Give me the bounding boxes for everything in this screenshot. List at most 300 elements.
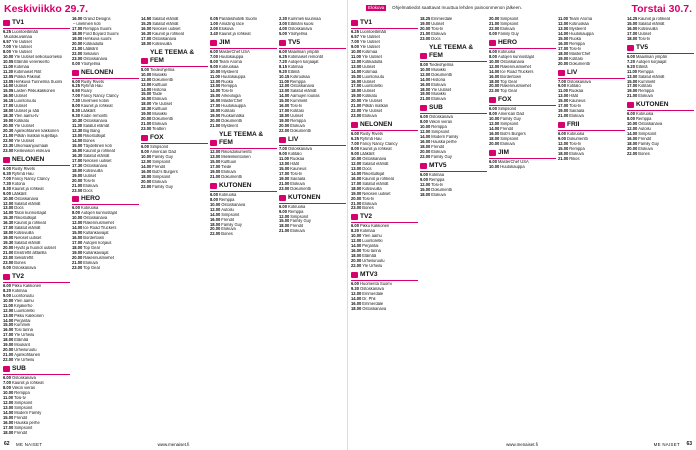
program-title: Huutokauppa [221, 74, 246, 79]
program-title: Tosi-tv [14, 395, 26, 400]
program-time: 6.00 [3, 166, 11, 171]
program-title: Dr. Phil [362, 296, 376, 301]
channel-header [489, 96, 556, 106]
program-time: 22.00 [420, 155, 431, 160]
program-time: 18.00 [279, 114, 290, 119]
program-time: 10.00 [3, 390, 14, 395]
program-title: Ajankohtainen kakkonen [14, 129, 59, 134]
channel-logo-icon [489, 97, 496, 103]
program-listing [558, 62, 625, 67]
program-time: 18.00 [558, 151, 569, 156]
day-title: Keskiviikko 29.7. [4, 3, 89, 15]
program-time: 6.00 [3, 283, 11, 288]
program-time: 6.25 [72, 84, 80, 89]
program-time: 21.00 [627, 94, 638, 99]
program-title: Uutiset [431, 21, 444, 26]
program-time: 10.00 [141, 155, 152, 160]
program-title: Luontoretki [362, 84, 383, 89]
program-time: 16.00 [627, 137, 638, 142]
program-title: Dokumentti [431, 72, 452, 77]
left-header [0, 3, 347, 15]
program-title: Elokuva [152, 179, 167, 184]
program-title: Ruokaa [290, 156, 305, 161]
program-time: 6.00 [558, 132, 566, 137]
program-time: 16.30 [141, 31, 152, 36]
program-title: Bordertown [83, 236, 105, 241]
channel-header [3, 365, 70, 375]
program-title: Tosi-tv [569, 142, 582, 147]
program-time: 5.00 [279, 31, 287, 36]
program-time: 13.00 [558, 94, 569, 99]
program-time: 22.00 [141, 184, 152, 189]
program-title: Simpsonit [14, 425, 33, 430]
program-title: Arkeologia [221, 94, 241, 99]
program-title: Modern Family [14, 410, 42, 415]
program-time: 17.00 [72, 158, 83, 163]
program-title: Simpsonit [14, 405, 33, 410]
program-title: Yle Uutiset [359, 34, 380, 39]
channel-logo-icon [489, 150, 496, 156]
program-time: 17.00 [72, 26, 83, 31]
program-title: Kotikadulla [362, 59, 383, 64]
magazine-name: ME NAISET [16, 442, 43, 447]
program-time: 12.00 [141, 159, 152, 164]
program-title: Talon kunnostajat [14, 211, 47, 216]
program-time: 7.00 [3, 176, 11, 181]
program-time: 14.00 [72, 138, 83, 143]
channel-logo-icon [351, 214, 358, 220]
program-time: 16.30 [3, 221, 14, 226]
program-listing [279, 129, 346, 134]
program-time: 14.00 [351, 244, 362, 249]
program-title: Kauniit ja rohkeat [80, 104, 113, 109]
program-time: 14.00 [279, 94, 290, 99]
channel-name: KUTONEN [288, 193, 321, 201]
program-title: Tosi-tv [569, 104, 582, 109]
channel-header [351, 121, 418, 131]
program-time: 20.00 [72, 178, 83, 183]
channel-logo-icon [627, 102, 634, 108]
program-title: Historia [152, 87, 167, 92]
program-time: 16.00 [420, 140, 431, 145]
program-title: MasterChef [569, 51, 591, 56]
program-title: MasterChef USA [218, 49, 250, 54]
program-title: Ruokamatka [221, 114, 245, 119]
channel-header [351, 19, 418, 29]
program-title: Neloset uutiset [14, 236, 42, 241]
program-time: 18.00 [72, 246, 83, 251]
legend-tag: Elokuva [368, 5, 385, 10]
program-time: 18.00 [3, 231, 14, 236]
program-time: 9.00 [279, 209, 287, 214]
program-title: Remppa [287, 209, 304, 214]
program-title: Salatut elämät [290, 89, 317, 94]
program-time: 3.00 [279, 21, 287, 26]
program-title: Häät [290, 161, 299, 166]
program-title: Elokuva [362, 201, 377, 206]
page-number: 62 [4, 441, 10, 447]
program-time: 20.00 [210, 227, 221, 232]
program-time: 11.00 [210, 74, 221, 79]
program-title: Bones [638, 151, 650, 156]
page-number: 63 [686, 441, 692, 447]
program-title: Dokumentti [566, 137, 588, 142]
program-title: Yle Uutiset [431, 87, 452, 92]
program-title: Ryhmä Hau [11, 171, 34, 176]
program-title: Fancy Nancy Clancy [359, 142, 398, 147]
program-title: Kotisivuilla [362, 186, 382, 191]
program-title: Uutiset [14, 104, 27, 109]
program-time: 16.00 [558, 41, 569, 46]
left-footer [0, 439, 347, 447]
program-title: Elokuva [569, 114, 584, 119]
program-time: 10.00 [3, 196, 14, 201]
channel-logo-icon [141, 58, 148, 64]
program-listing [3, 266, 70, 271]
program-title: Big Bang [83, 129, 100, 134]
program-title: Elokuva [290, 124, 305, 129]
program-time: 23.00 [420, 36, 431, 41]
program-time: 13.00 [72, 134, 83, 139]
program-title: Kauniit ja rohkeat [362, 176, 394, 181]
program-title: Uutiset [362, 89, 375, 94]
program-title: Kummelit [638, 79, 656, 84]
program-time: 16.00 [3, 328, 14, 333]
program-title: Tiedeohjelma [428, 62, 454, 67]
program-time: 19.00 [558, 56, 569, 61]
program-title: Salatut elämät [14, 226, 41, 231]
program-title: Tosi-tv [431, 26, 444, 31]
program-title: Pikku Kakkonen [359, 224, 390, 229]
program-title: Salatut elämät [638, 21, 665, 26]
program-time: 14.00 [3, 318, 14, 323]
program-title: Tosi tarina [362, 249, 381, 254]
program-title: Frendit [14, 415, 27, 420]
program-title: Ostoskanava [359, 286, 384, 291]
program-title: Simpsonit [14, 400, 33, 405]
program-time: 18.00 [351, 89, 362, 94]
program-title: Kotitalo [569, 56, 583, 61]
program-title: Elokuva [362, 114, 377, 119]
program-title: Mysteerit [221, 69, 238, 74]
channel-header [420, 162, 487, 172]
program-title: Yle Uutiset [362, 99, 383, 104]
program-title: MasterChef USA [497, 160, 529, 165]
program-time: 18.00 [279, 224, 290, 229]
program-listing [72, 189, 139, 194]
program-title: Ryhmä Hau [359, 137, 382, 142]
program-title: Elämäni kuosi [287, 21, 314, 26]
program-title: Top Gear [500, 89, 518, 94]
program-time: 16.30 [72, 153, 83, 158]
program-time: 15.00 [210, 94, 221, 99]
program-time: 16.00 [420, 82, 431, 87]
program-listing [489, 142, 556, 147]
program-title: Yle Uutiset [14, 138, 35, 143]
program-title: Tosi-tv [569, 46, 582, 51]
program-time: 6.00 [420, 115, 428, 120]
program-title: Simpsonit [290, 214, 309, 219]
program-title: Elokuva [83, 183, 98, 188]
program-title: Ostoskanava [83, 56, 108, 61]
program-title: Rusty Rivets [80, 79, 104, 84]
program-title: Rikostutkijat [83, 134, 106, 139]
program-title: Lääkärit [11, 191, 27, 196]
program-time: 15.05 [3, 89, 14, 94]
channel-logo-icon [420, 105, 427, 111]
program-time: 19.00 [279, 176, 290, 181]
program-time: 15.00 [279, 219, 290, 224]
program-time: 8.20 [351, 229, 359, 234]
program-title: Kauneus [569, 99, 586, 104]
channel-logo-icon [3, 274, 10, 280]
program-time: 18.00 [141, 41, 152, 46]
program-title: Amazing race [218, 21, 244, 26]
program-time: 22.00 [627, 151, 638, 156]
schedule-column [141, 17, 208, 435]
program-time: 10.00 [3, 54, 14, 59]
program-title: Dokumentti [152, 77, 173, 82]
program-time: 21.00 [420, 31, 431, 36]
program-time: 19.00 [72, 36, 83, 41]
program-time: 17.00 [558, 46, 569, 51]
program-title: Aamujen lounas [290, 94, 320, 99]
right-header [348, 3, 696, 15]
program-time: 18.00 [420, 145, 431, 150]
program-time: 7.00 [351, 142, 359, 147]
program-title: Docs [83, 188, 93, 193]
program-time: 21.00 [72, 46, 83, 51]
program-time: 8.00 [3, 49, 11, 54]
program-title: Emmerdale [362, 301, 384, 306]
channel-header [210, 131, 277, 149]
program-title: Rakennusmiehet [500, 84, 531, 89]
program-time: 17.00 [351, 84, 362, 89]
channel-name: TV1 [12, 19, 25, 26]
program-time: 21.00 [351, 104, 362, 109]
program-title: Kotiruokaa [218, 64, 239, 69]
program-time: 7.00 [3, 381, 11, 386]
program-title: Kotikatu [14, 119, 30, 124]
program-title: Elokuva [431, 82, 446, 87]
channel-name: NELONEN [81, 68, 114, 76]
schedule-column [351, 17, 418, 435]
channel-name: HERO [81, 195, 101, 203]
program-title: Elämää [362, 254, 377, 259]
schedule-column [279, 17, 346, 435]
program-time: 22.00 [72, 51, 83, 56]
program-title: Bob's Burgers [152, 169, 178, 174]
program-time: 20.00 [141, 117, 152, 122]
program-title: Autoilu [221, 207, 234, 212]
program-title: Tiede [221, 164, 232, 169]
program-title: Kotimaa [362, 69, 378, 74]
program-time: 9.00 [558, 137, 566, 142]
program-title: Mielenkiintoinen [221, 155, 251, 160]
program-listing [558, 114, 625, 119]
program-time: 10.00 [210, 69, 221, 74]
program-title: Luontoruutu [11, 293, 34, 298]
program-title: Rikosdokumentti [221, 150, 252, 155]
program-title: Ostoskanava [221, 202, 246, 207]
program-listing [489, 32, 556, 37]
channel-logo-icon [351, 20, 358, 26]
program-time: 8.00 [72, 104, 80, 109]
channel-logo-icon [351, 272, 358, 278]
program-title: Kummeli [14, 323, 31, 328]
program-title: Musiikki [152, 112, 167, 117]
program-title: Kotiruoka [287, 204, 306, 209]
program-time: 6.25 [3, 30, 11, 34]
channel-header [279, 194, 346, 204]
program-title: Ajankohtainen [14, 353, 41, 358]
program-time: 18.00 [627, 36, 638, 41]
program-time: 15.00 [141, 92, 152, 97]
program-title: Family Guy [152, 155, 173, 160]
program-time: 7.20 [627, 59, 635, 64]
program-time: 9.30 [351, 286, 359, 291]
program-time: 6.25 [351, 137, 359, 142]
channel-header [3, 156, 70, 166]
program-time: 7.00 [72, 94, 80, 99]
program-title: Yle Uutiset selkosuomeksi [14, 54, 63, 59]
program-time: 6.00 [72, 206, 80, 211]
program-time: 0.00 [489, 31, 497, 36]
channel-logo-icon [558, 70, 565, 76]
program-title: Grand Designs [83, 17, 111, 21]
schedule-column [420, 17, 487, 435]
program-time: 6.00 [351, 132, 359, 137]
program-time: 6.00 [3, 376, 11, 381]
program-time: 8.00 [3, 386, 11, 390]
channel-header [279, 136, 346, 146]
program-title: Team Aroma [569, 17, 593, 21]
program-time: 12.00 [558, 142, 569, 147]
channel-logo-icon [141, 135, 148, 141]
program-title: Remppa [290, 79, 306, 84]
program-title: Dokumentti [569, 61, 590, 66]
program-title: Tosi-tv [290, 104, 303, 109]
program-time: 9.30 [72, 114, 80, 119]
program-title: Bones [83, 138, 95, 143]
program-time: 10.00 [489, 117, 500, 122]
program-time: 10.00 [351, 234, 362, 239]
program-time: 11.00 [558, 89, 569, 94]
program-time: 14.00 [3, 84, 14, 89]
program-title: Pitkän matkan kuljettaja [14, 134, 58, 139]
program-title: Elokuva [431, 97, 446, 102]
program-time: 12.00 [3, 201, 14, 206]
program-title: Maailman ympäri [635, 54, 668, 59]
program-title: Bob's Burgers [500, 132, 526, 137]
program-time: 14.00 [420, 135, 431, 140]
program-time: 10.00 [420, 67, 431, 72]
program-title: Musiikki [431, 92, 446, 97]
disclaimer-text: Ohjelmatiedot saattavat muuttua lehden painoonmenon jälkeen. [392, 5, 522, 10]
program-title: Kauniit ja rohkeat [152, 31, 184, 36]
program-title: Dokumentti [221, 174, 242, 179]
program-time: 22.00 [210, 232, 221, 237]
program-title: Ostoskanava [152, 36, 177, 41]
program-time: 23.00 [351, 114, 362, 119]
program-title: Pitkän matkan [362, 104, 389, 109]
program-title: Ostoskanava [83, 216, 108, 221]
program-title: Huutokauppa [569, 31, 594, 36]
program-time: 18.00 [489, 137, 500, 142]
program-listing [72, 62, 139, 67]
program-time: 17.00 [627, 84, 638, 89]
program-time: 15.00 [3, 323, 14, 328]
program-title: Emmerdale [362, 291, 384, 296]
program-time: 18.00 [351, 306, 362, 311]
program-time: 12.00 [489, 64, 500, 69]
program-title: Viikon vieras [11, 386, 36, 390]
program-title: Rikos [569, 156, 580, 161]
program-time: 18.00 [210, 109, 221, 114]
channel-name: KUTONEN [219, 181, 252, 189]
program-title: Remppa [428, 177, 445, 182]
program-listing [3, 431, 70, 435]
program-listing [489, 89, 556, 94]
program-title: Kotitalo [638, 84, 652, 89]
program-time: 6.00 [72, 79, 80, 84]
program-time: 13.05 [3, 79, 14, 84]
program-title: Huutokauppa [221, 104, 246, 109]
channel-logo-icon [3, 157, 10, 163]
program-title: Kauniit ja rohkeat [359, 147, 392, 152]
program-time: 9.20 [279, 69, 287, 74]
program-title: Yle Uutiset [11, 39, 32, 44]
program-listing [420, 37, 487, 42]
program-title: Nelosen uutiset [83, 158, 112, 163]
program-time: 7.20 [279, 59, 287, 64]
program-title: Autojen korjaajat [635, 59, 667, 64]
program-title: Remppa [290, 119, 306, 124]
program-title: Fancy Nancy Clancy [11, 176, 50, 181]
program-time: 19.00 [3, 236, 14, 241]
program-title: Tosi-tv [221, 89, 234, 94]
program-title: Viikon vieras [428, 120, 453, 125]
right-footer [348, 439, 696, 447]
program-title: Dokumentti [431, 187, 452, 192]
program-title: Frendit [152, 164, 165, 169]
program-time: 22.30 [3, 143, 14, 148]
program-title: Autojen korjaajat [287, 59, 319, 64]
program-time: 6.57 [3, 39, 11, 44]
program-title: Salatut elämät [362, 161, 389, 166]
program-time: 15.00 [279, 166, 290, 171]
program-title: Yle Uutiset [14, 124, 35, 129]
channel-logo-icon [489, 40, 496, 46]
program-title: American Dad [497, 112, 524, 117]
program-time: 11.00 [279, 156, 290, 161]
program-title: Ostoskanava [14, 196, 39, 201]
program-time: 19.00 [210, 169, 221, 174]
program-time: 11.00 [3, 64, 14, 69]
program-time: 15.00 [72, 143, 83, 148]
program-time: 22.00 [351, 109, 362, 114]
channel-name: FOX [150, 134, 164, 142]
channel-name: SUB [12, 365, 26, 373]
schedule-column [489, 17, 556, 435]
program-time: 6.00 [210, 49, 218, 54]
program-listing [351, 206, 418, 211]
program-title: Uutiset [14, 84, 27, 89]
program-title: Autojen korjaus [83, 241, 112, 246]
program-time: 14.00 [351, 69, 362, 74]
program-time: 16.00 [210, 217, 221, 222]
channel-name: YLE TEEMA & FEM [219, 131, 264, 147]
